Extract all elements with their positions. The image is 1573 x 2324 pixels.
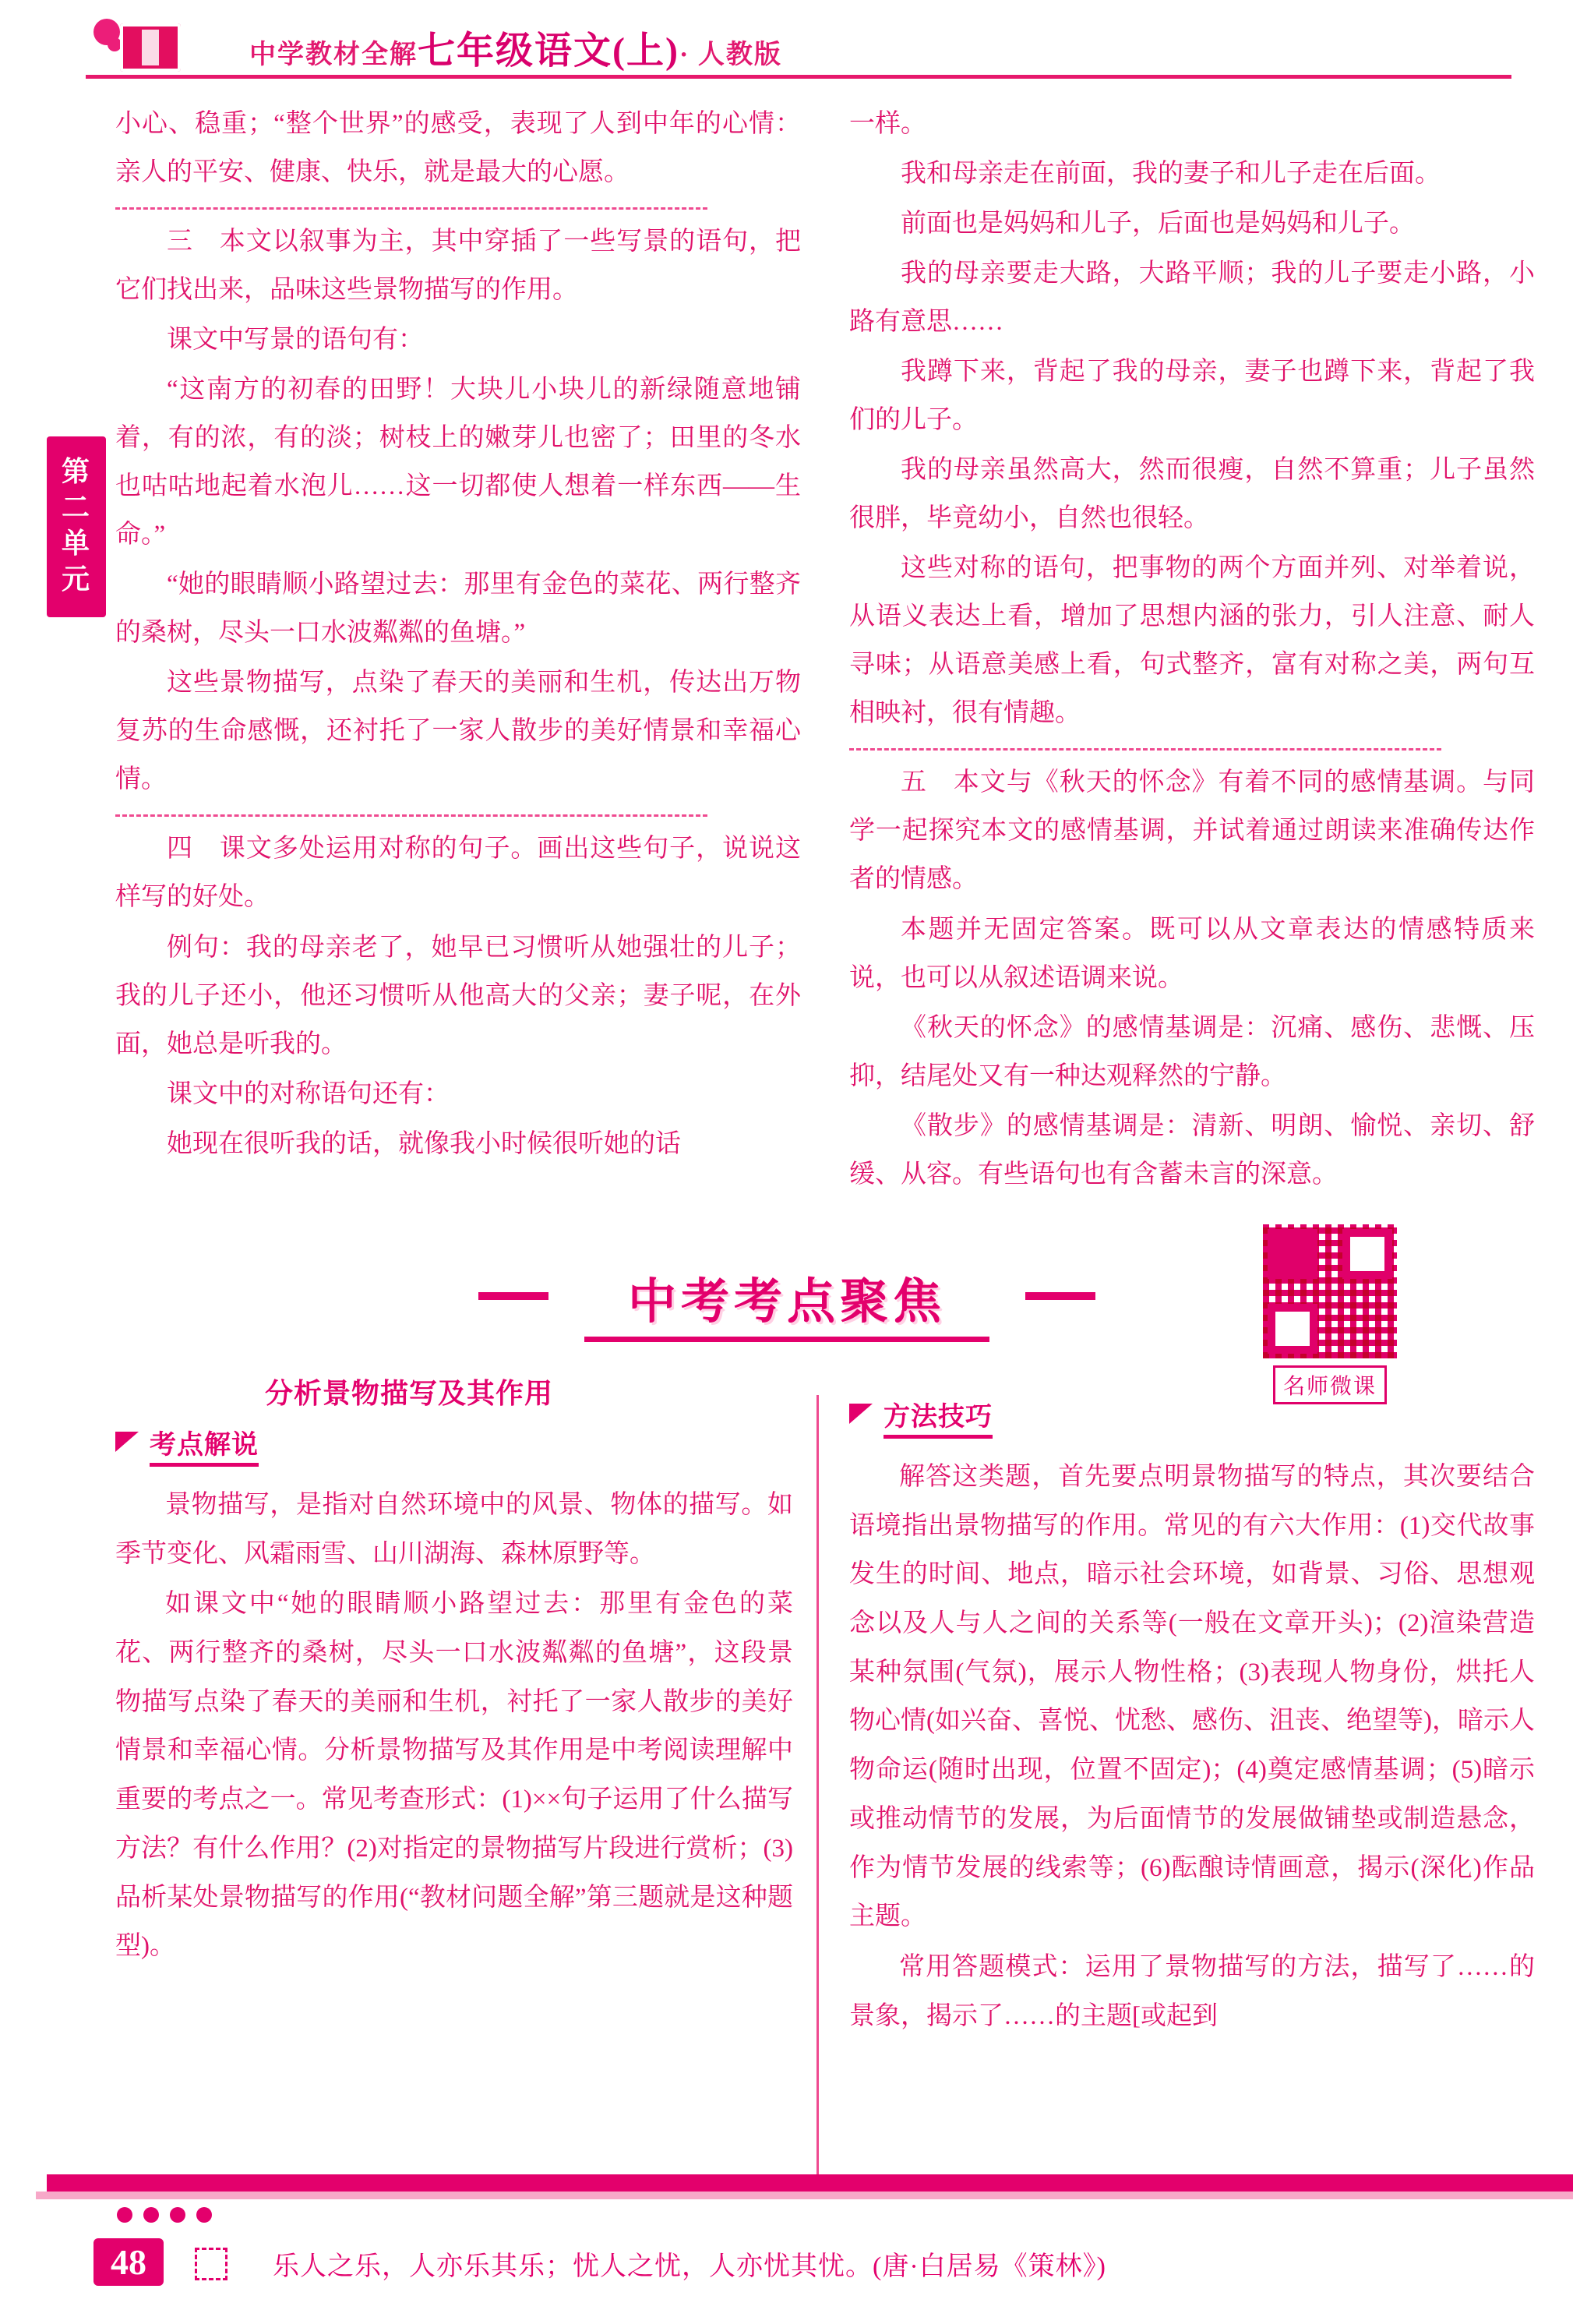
question-three: 三 本文以叙事为主，其中穿插了一些写景的语句，把它们找出来，品味这些景物描写的作用。 — [115, 228, 801, 305]
paragraph: 小心、稳重；“整个世界”的感受，表现了人到中年的心情：亲人的平安、健康、快乐，就是最大的心愿。 — [115, 110, 801, 187]
paragraph: 这些对称的语句，把事物的两个方面并列、对举着说，从语义表达上看，增加了思想内涵的张力，引人注意、耐人寻味；从语意美感上看，句式整齐，富有对称之美，两句互相映衬，很有情趣。 — [849, 554, 1535, 728]
section-banner — [545, 1263, 1028, 1342]
paragraph: 解答这类题，首先要点明景物描写的特点，其次要结合语境指出景物描写的作用。常见的有六大作用：(1)交代故事发生的时间、地点，暗示社会环境，如背景、习俗、思想观念以及人与人之间的关系等(一般在文章开头)；(2)渲染营造某种氛围(气氛)，展示人物性格；(3)表现人物身份，烘托人物心情(如兴奋、喜悦、忧愁、感伤、沮丧、绝望等)，暗示人物命运(随时出现，位置不固定)；(4)奠定感情基调；(5)暗示或推动情节的发展，为后面情节的发展做铺垫或制造悬念，作为情节发展的线索等；(6)酝酿诗情画意，揭示(深化)作品主题。 — [849, 1463, 1535, 1931]
qr-code-icon[interactable] — [1261, 1222, 1399, 1361]
footer-quote-text: 乐人之乐，人亦乐其乐；忧人之忧，人亦忧其忧。 — [273, 2252, 873, 2281]
banner-wing-left — [478, 1292, 548, 1300]
book-logo-icon — [93, 17, 187, 73]
exam-left-block — [115, 1423, 793, 1973]
column-divider — [816, 1395, 819, 2190]
dashed-separator — [849, 748, 1441, 751]
paragraph: 如课文中“她的眼睛顺小路望过去：那里有金色的菜花、两行整齐的桑树，尽头一口水波粼粼的鱼塘”，这段景物描写点染了春天的美丽和生机，衬托了一家人散步的美好情景和幸福心情。分析景物描写及其作用是中考阅读理解中重要的考点之一。常见考查形式：(1)××句子运用了什么描写方法？有什么作用？(2)对指定的景物描写片段进行赏析；(3)品析某处景物描写的作用(“教材问题全解”第三题就是这种题型)。 — [115, 1590, 793, 1961]
arrow-marker-icon — [849, 1404, 876, 1429]
header-book: 七年级语文(上) — [418, 30, 679, 72]
footer-quote-source: (唐·白居易《策林》) — [873, 2252, 1106, 2281]
page-left-margin — [0, 0, 36, 2324]
header-rule — [86, 75, 1511, 79]
dashed-separator — [115, 207, 707, 210]
exam-topic-title: 分析景物描写及其作用 — [265, 1378, 554, 1409]
paragraph: 前面也是妈妈和儿子，后面也是妈妈和儿子。 — [901, 210, 1415, 238]
right-text-column — [849, 100, 1535, 1200]
paragraph: 我的母亲虽然高大，然而很瘦，自然不算重；儿子虽然很胖，毕竟幼小，自然也很轻。 — [849, 456, 1535, 533]
left-text-column — [115, 100, 801, 1170]
paragraph: 例句：我的母亲老了，她早已习惯听从她强壮的儿子；我的儿子还小，他还习惯听从他高大的父亲；妻子呢，在外面，她总是听我的。 — [115, 933, 801, 1058]
unit-tab-char-0: 第 — [61, 456, 91, 487]
unit-tab-char-3: 元 — [61, 563, 91, 595]
left-tag-label: 考点解说 — [150, 1423, 259, 1467]
page-number: 48 — [93, 2238, 164, 2286]
header-edition: · 人教版 — [679, 41, 782, 69]
banner-underline — [584, 1337, 989, 1342]
unit-tab-char-1: 二 — [61, 492, 91, 524]
header-title — [249, 20, 782, 74]
paragraph: 我蹲下来，背起了我的母亲，妻子也蹲下来，背起了我们的儿子。 — [849, 358, 1535, 435]
paragraph: 这些景物描写，点染了春天的美丽和生机，传达出万物复苏的生命感慨，还衬托了一家人散步的美好情景和幸福心情。 — [115, 669, 801, 794]
page-top-margin — [0, 0, 1573, 11]
paragraph: 《散步》的感情基调是：清新、明朗、愉悦、亲切、舒缓、从容。有些语句也有含蓄未言的深意。 — [849, 1111, 1535, 1188]
unit-tab — [47, 436, 106, 617]
paragraph: 《秋天的怀念》的感情基调是：沉痛、感伤、悲慨、压抑，结尾处又有一种达观释然的宁静。 — [849, 1013, 1535, 1090]
dashed-separator — [115, 814, 707, 817]
paragraph: 本题并无固定答案。既可以从文章表达的情感特质来说，也可以从叙述语调来说。 — [849, 915, 1535, 992]
left-tag-heading — [115, 1423, 793, 1467]
footer-dots — [117, 2207, 257, 2227]
footer-quote — [273, 2245, 1106, 2283]
paragraph: 常用答题模式：运用了景物描写的方法，描写了……的景象，揭示了……的主题[或起到 — [849, 1952, 1535, 2030]
right-tag-label: 方法技巧 — [883, 1395, 993, 1439]
question-five: 五 本文与《秋天的怀念》有着不同的感情基调。与同学一起探究本文的感情基调，并试着通过朗读来准确传达作者的情感。 — [849, 768, 1535, 894]
header-series: 中学教材全解 — [249, 41, 418, 69]
paragraph: “这南方的初春的田野！大块儿小块儿的新绿随意地铺着，有的浓，有的淡；树枝上的嫩芽儿也密了；田里的冬水也咕咕地起着水泡儿……这一切都使人想着一样东西——生命。” — [115, 376, 801, 549]
right-tag-heading — [849, 1395, 1535, 1439]
exam-right-block — [849, 1395, 1535, 2042]
footer-band — [0, 2174, 1573, 2192]
paragraph: 我和母亲走在前面，我的妻子和儿子走在后面。 — [901, 160, 1441, 189]
arrow-marker-icon — [115, 1432, 142, 1457]
paragraph: 课文中的对称语句还有： — [167, 1079, 450, 1108]
paragraph: 景物描写，是指对自然环境中的风景、物体的描写。如季节变化、风霜雨雪、山川湖海、森林原野等。 — [115, 1491, 793, 1568]
paragraph: 课文中写景的语句有： — [167, 326, 424, 355]
qr-label: 名师微课 — [1273, 1365, 1387, 1404]
paragraph: “她的眼睛顺小路望过去：那里有金色的菜花、两行整齐的桑树，尽头一口水波粼粼的鱼塘。” — [115, 570, 801, 648]
paragraph: 她现在很听我的话，就像我小时候很听她的话 — [167, 1129, 681, 1158]
question-four: 四 课文多处运用对称的句子。画出这些句子，说说这样写的好处。 — [115, 835, 801, 912]
qr-code-block[interactable] — [1256, 1222, 1404, 1404]
unit-tab-char-2: 单 — [61, 528, 91, 560]
footer-band-secondary — [0, 2192, 1573, 2199]
paragraph: 一样。 — [849, 110, 926, 138]
paragraph: 我的母亲要走大路，大路平顺；我的儿子要走小路，小路有意思…… — [849, 260, 1535, 337]
page-number-marker — [195, 2248, 227, 2280]
banner-wing-right — [1025, 1292, 1095, 1300]
page-header — [0, 0, 1573, 92]
section-banner-title: 中考考点聚焦 — [627, 1276, 946, 1329]
